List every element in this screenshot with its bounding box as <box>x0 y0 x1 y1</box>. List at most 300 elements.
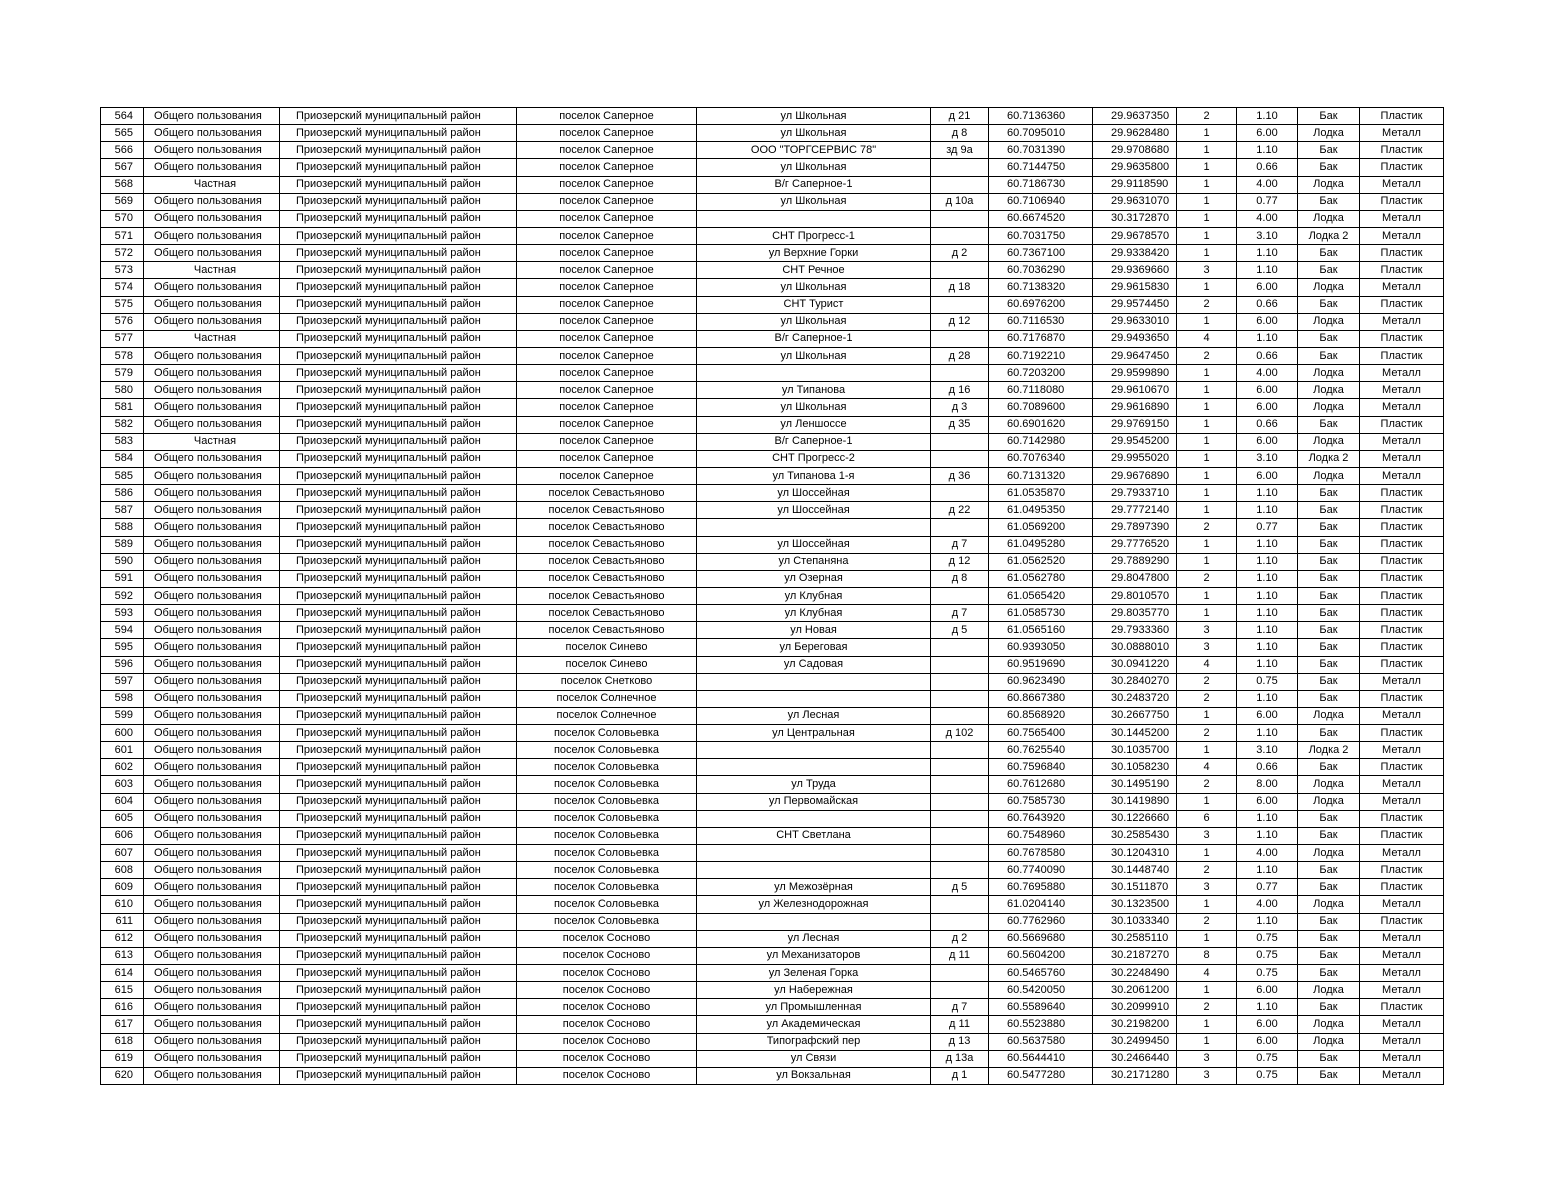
access-type-cell: Общего пользования <box>144 382 280 399</box>
longitude-cell: 29.8035770 <box>1093 605 1177 622</box>
volume-cell: 0.75 <box>1237 930 1298 947</box>
settlement-cell: поселок Соловьевка <box>517 742 697 759</box>
access-type-cell: Общего пользования <box>144 810 280 827</box>
row-number-cell: 588 <box>101 519 144 536</box>
row-number-cell: 604 <box>101 793 144 810</box>
container-count-cell: 1 <box>1177 742 1237 759</box>
house-cell <box>931 433 989 450</box>
street-cell: ул Шоссейная <box>697 485 931 502</box>
table-row <box>101 913 1444 930</box>
volume-cell: 0.77 <box>1237 193 1298 210</box>
settlement-cell: поселок Саперное <box>517 262 697 279</box>
access-type-cell: Общего пользования <box>144 879 280 896</box>
material-cell: Металл <box>1360 382 1444 399</box>
district-cell: Приозерский муниципальный район <box>280 605 517 622</box>
volume-cell: 1.10 <box>1237 810 1298 827</box>
latitude-cell: 61.0585730 <box>989 605 1093 622</box>
material-cell: Металл <box>1360 450 1444 467</box>
material-cell: Пластик <box>1360 296 1444 313</box>
latitude-cell: 60.7695880 <box>989 879 1093 896</box>
district-cell: Приозерский муниципальный район <box>280 125 517 142</box>
house-cell <box>931 365 989 382</box>
latitude-cell: 60.7106940 <box>989 193 1093 210</box>
settlement-cell: поселок Саперное <box>517 159 697 176</box>
district-cell: Приозерский муниципальный район <box>280 982 517 999</box>
access-type-cell: Общего пользования <box>144 467 280 484</box>
container-count-cell: 2 <box>1177 673 1237 690</box>
access-type-cell: Общего пользования <box>144 416 280 433</box>
longitude-cell: 29.9628480 <box>1093 125 1177 142</box>
table-row <box>101 827 1444 844</box>
material-cell: Металл <box>1360 776 1444 793</box>
container-type-cell: Бак <box>1298 519 1360 536</box>
street-cell <box>697 845 931 862</box>
access-type-cell: Общего пользования <box>144 707 280 724</box>
volume-cell: 6.00 <box>1237 793 1298 810</box>
settlement-cell: поселок Соловьевка <box>517 862 697 879</box>
material-cell: Металл <box>1360 982 1444 999</box>
house-cell <box>931 759 989 776</box>
container-count-cell: 1 <box>1177 845 1237 862</box>
container-type-cell: Бак <box>1298 999 1360 1016</box>
table-row <box>101 673 1444 690</box>
street-cell: ул Типанова <box>697 382 931 399</box>
material-cell: Пластик <box>1360 330 1444 347</box>
street-cell: ул Новая <box>697 622 931 639</box>
container-type-cell: Бак <box>1298 673 1360 690</box>
access-type-cell: Общего пользования <box>144 570 280 587</box>
volume-cell: 6.00 <box>1237 1016 1298 1033</box>
row-number-cell: 591 <box>101 570 144 587</box>
material-cell: Пластик <box>1360 159 1444 176</box>
street-cell: ул Зеленая Горка <box>697 965 931 982</box>
material-cell: Металл <box>1360 965 1444 982</box>
material-cell: Металл <box>1360 673 1444 690</box>
house-cell: д 18 <box>931 279 989 296</box>
table-row <box>101 142 1444 159</box>
longitude-cell: 30.1445200 <box>1093 725 1177 742</box>
row-number-cell: 581 <box>101 399 144 416</box>
material-cell: Металл <box>1360 313 1444 330</box>
district-cell: Приозерский муниципальный район <box>280 930 517 947</box>
district-cell: Приозерский муниципальный район <box>280 896 517 913</box>
container-count-cell: 2 <box>1177 347 1237 364</box>
row-number-cell: 569 <box>101 193 144 210</box>
access-type-cell: Общего пользования <box>144 227 280 244</box>
longitude-cell: 29.9955020 <box>1093 450 1177 467</box>
house-cell <box>931 673 989 690</box>
settlement-cell: поселок Сосново <box>517 999 697 1016</box>
access-type-cell: Общего пользования <box>144 639 280 656</box>
settlement-cell: поселок Саперное <box>517 296 697 313</box>
container-type-cell: Лодка <box>1298 896 1360 913</box>
volume-cell: 6.00 <box>1237 279 1298 296</box>
table-row <box>101 879 1444 896</box>
container-type-cell: Бак <box>1298 827 1360 844</box>
container-count-cell: 3 <box>1177 1067 1237 1084</box>
settlement-cell: поселок Соловьевка <box>517 827 697 844</box>
row-number-cell: 585 <box>101 467 144 484</box>
container-count-cell: 2 <box>1177 862 1237 879</box>
table-row <box>101 896 1444 913</box>
street-cell: ул Типанова 1-я <box>697 467 931 484</box>
table-row <box>101 502 1444 519</box>
district-cell: Приозерский муниципальный район <box>280 1067 517 1084</box>
material-cell: Пластик <box>1360 879 1444 896</box>
latitude-cell: 60.7116530 <box>989 313 1093 330</box>
settlement-cell: поселок Соловьевка <box>517 913 697 930</box>
district-cell: Приозерский муниципальный район <box>280 159 517 176</box>
container-type-cell: Лодка <box>1298 1033 1360 1050</box>
district-cell: Приозерский муниципальный район <box>280 279 517 296</box>
district-cell: Приозерский муниципальный район <box>280 1050 517 1067</box>
container-count-cell: 1 <box>1177 605 1237 622</box>
settlement-cell: поселок Саперное <box>517 313 697 330</box>
volume-cell: 1.10 <box>1237 485 1298 502</box>
table-row <box>101 605 1444 622</box>
district-cell: Приозерский муниципальный район <box>280 262 517 279</box>
access-type-cell: Общего пользования <box>144 999 280 1016</box>
table-row <box>101 347 1444 364</box>
row-number-cell: 601 <box>101 742 144 759</box>
longitude-cell: 30.1448740 <box>1093 862 1177 879</box>
material-cell: Пластик <box>1360 245 1444 262</box>
container-type-cell: Лодка <box>1298 707 1360 724</box>
longitude-cell: 30.2187270 <box>1093 947 1177 964</box>
container-count-cell: 1 <box>1177 536 1237 553</box>
street-cell <box>697 759 931 776</box>
access-type-cell: Общего пользования <box>144 742 280 759</box>
settlement-cell: поселок Соловьевка <box>517 759 697 776</box>
material-cell: Металл <box>1360 467 1444 484</box>
latitude-cell: 60.7548960 <box>989 827 1093 844</box>
table-row <box>101 965 1444 982</box>
volume-cell: 0.75 <box>1237 673 1298 690</box>
row-number-cell: 608 <box>101 862 144 879</box>
settlement-cell: поселок Соловьевка <box>517 879 697 896</box>
container-type-cell: Бак <box>1298 347 1360 364</box>
volume-cell: 1.10 <box>1237 536 1298 553</box>
house-cell: д 22 <box>931 502 989 519</box>
access-type-cell: Общего пользования <box>144 519 280 536</box>
district-cell: Приозерский муниципальный район <box>280 467 517 484</box>
access-type-cell: Общего пользования <box>144 793 280 810</box>
latitude-cell: 60.7142980 <box>989 433 1093 450</box>
latitude-cell: 60.7095010 <box>989 125 1093 142</box>
street-cell <box>697 862 931 879</box>
access-type-cell: Общего пользования <box>144 913 280 930</box>
row-number-cell: 618 <box>101 1033 144 1050</box>
latitude-cell: 61.0565160 <box>989 622 1093 639</box>
container-count-cell: 3 <box>1177 262 1237 279</box>
volume-cell: 3.10 <box>1237 450 1298 467</box>
settlement-cell: поселок Саперное <box>517 347 697 364</box>
latitude-cell: 60.8568920 <box>989 707 1093 724</box>
house-cell <box>931 913 989 930</box>
container-count-cell: 1 <box>1177 399 1237 416</box>
volume-cell: 0.77 <box>1237 519 1298 536</box>
house-cell: д 12 <box>931 553 989 570</box>
row-number-cell: 590 <box>101 553 144 570</box>
table-row <box>101 930 1444 947</box>
house-cell: д 16 <box>931 382 989 399</box>
longitude-cell: 29.8047800 <box>1093 570 1177 587</box>
settlement-cell: поселок Севастьяново <box>517 485 697 502</box>
house-cell <box>931 707 989 724</box>
container-type-cell: Лодка 2 <box>1298 450 1360 467</box>
material-cell: Металл <box>1360 227 1444 244</box>
container-count-cell: 2 <box>1177 690 1237 707</box>
longitude-cell: 30.1204310 <box>1093 845 1177 862</box>
district-cell: Приозерский муниципальный район <box>280 450 517 467</box>
settlement-cell: поселок Сосново <box>517 947 697 964</box>
district-cell: Приозерский муниципальный район <box>280 776 517 793</box>
access-type-cell: Общего пользования <box>144 982 280 999</box>
street-cell: ул Школьная <box>697 279 931 296</box>
container-type-cell: Лодка <box>1298 1016 1360 1033</box>
volume-cell: 1.10 <box>1237 690 1298 707</box>
volume-cell: 1.10 <box>1237 999 1298 1016</box>
material-cell: Металл <box>1360 1033 1444 1050</box>
house-cell: д 2 <box>931 245 989 262</box>
container-count-cell: 4 <box>1177 656 1237 673</box>
district-cell: Приозерский муниципальный район <box>280 519 517 536</box>
latitude-cell: 60.7367100 <box>989 245 1093 262</box>
street-cell: ул Железнодорожная <box>697 896 931 913</box>
volume-cell: 1.10 <box>1237 622 1298 639</box>
access-type-cell: Общего пользования <box>144 759 280 776</box>
latitude-cell: 60.7031390 <box>989 142 1093 159</box>
district-cell: Приозерский муниципальный район <box>280 365 517 382</box>
settlement-cell: поселок Саперное <box>517 142 697 159</box>
container-type-cell: Лодка <box>1298 433 1360 450</box>
district-cell: Приозерский муниципальный район <box>280 845 517 862</box>
container-type-cell: Лодка <box>1298 279 1360 296</box>
material-cell: Пластик <box>1360 347 1444 364</box>
volume-cell: 1.10 <box>1237 725 1298 742</box>
container-count-cell: 1 <box>1177 930 1237 947</box>
material-cell: Пластик <box>1360 416 1444 433</box>
latitude-cell: 60.7089600 <box>989 399 1093 416</box>
house-cell <box>931 793 989 810</box>
material-cell: Металл <box>1360 1067 1444 1084</box>
district-cell: Приозерский муниципальный район <box>280 1033 517 1050</box>
material-cell: Металл <box>1360 896 1444 913</box>
container-count-cell: 1 <box>1177 227 1237 244</box>
row-number-cell: 593 <box>101 605 144 622</box>
street-cell <box>697 210 931 227</box>
latitude-cell: 60.7625540 <box>989 742 1093 759</box>
material-cell: Металл <box>1360 707 1444 724</box>
longitude-cell: 30.2585110 <box>1093 930 1177 947</box>
material-cell: Металл <box>1360 176 1444 193</box>
district-cell: Приозерский муниципальный район <box>280 433 517 450</box>
district-cell: Приозерский муниципальный район <box>280 210 517 227</box>
material-cell: Пластик <box>1360 656 1444 673</box>
district-cell: Приозерский муниципальный район <box>280 690 517 707</box>
material-cell: Пластик <box>1360 827 1444 844</box>
district-cell: Приозерский муниципальный район <box>280 793 517 810</box>
district-cell: Приозерский муниципальный район <box>280 862 517 879</box>
street-cell: В/г Саперное-1 <box>697 176 931 193</box>
row-number-cell: 611 <box>101 913 144 930</box>
longitude-cell: 29.9631070 <box>1093 193 1177 210</box>
settlement-cell: поселок Саперное <box>517 108 697 125</box>
settlement-cell: поселок Саперное <box>517 279 697 296</box>
district-cell: Приозерский муниципальный район <box>280 142 517 159</box>
table-row <box>101 587 1444 604</box>
table-row <box>101 125 1444 142</box>
container-type-cell: Бак <box>1298 142 1360 159</box>
district-cell: Приозерский муниципальный район <box>280 502 517 519</box>
table-row <box>101 622 1444 639</box>
material-cell: Пластик <box>1360 810 1444 827</box>
longitude-cell: 30.1226660 <box>1093 810 1177 827</box>
volume-cell: 1.10 <box>1237 502 1298 519</box>
material-cell: Пластик <box>1360 519 1444 536</box>
longitude-cell: 29.9118590 <box>1093 176 1177 193</box>
container-type-cell: Бак <box>1298 587 1360 604</box>
longitude-cell: 30.1511870 <box>1093 879 1177 896</box>
row-number-cell: 600 <box>101 725 144 742</box>
access-type-cell: Общего пользования <box>144 1033 280 1050</box>
material-cell: Пластик <box>1360 605 1444 622</box>
container-count-cell: 2 <box>1177 913 1237 930</box>
row-number-cell: 594 <box>101 622 144 639</box>
settlement-cell: поселок Саперное <box>517 176 697 193</box>
settlement-cell: поселок Синево <box>517 656 697 673</box>
material-cell: Металл <box>1360 947 1444 964</box>
house-cell: д 102 <box>931 725 989 742</box>
container-type-cell: Лодка <box>1298 210 1360 227</box>
longitude-cell: 29.7776520 <box>1093 536 1177 553</box>
longitude-cell: 30.2585430 <box>1093 827 1177 844</box>
table-row <box>101 279 1444 296</box>
access-type-cell: Общего пользования <box>144 485 280 502</box>
material-cell: Пластик <box>1360 193 1444 210</box>
district-cell: Приозерский муниципальный район <box>280 570 517 587</box>
volume-cell: 6.00 <box>1237 982 1298 999</box>
street-cell: ул Шоссейная <box>697 536 931 553</box>
settlement-cell: поселок Сосново <box>517 1050 697 1067</box>
table-row <box>101 776 1444 793</box>
district-cell: Приозерский муниципальный район <box>280 399 517 416</box>
latitude-cell: 61.0562780 <box>989 570 1093 587</box>
table-row <box>101 656 1444 673</box>
settlement-cell: поселок Саперное <box>517 245 697 262</box>
district-cell: Приозерский муниципальный район <box>280 108 517 125</box>
container-count-cell: 1 <box>1177 193 1237 210</box>
row-number-cell: 610 <box>101 896 144 913</box>
table-row <box>101 845 1444 862</box>
street-cell: ул Садовая <box>697 656 931 673</box>
access-type-cell: Общего пользования <box>144 296 280 313</box>
latitude-cell: 60.5523880 <box>989 1016 1093 1033</box>
container-count-cell: 1 <box>1177 142 1237 159</box>
access-type-cell: Общего пользования <box>144 690 280 707</box>
district-cell: Приозерский муниципальный район <box>280 245 517 262</box>
access-type-cell: Частная <box>144 433 280 450</box>
container-count-cell: 2 <box>1177 296 1237 313</box>
district-cell: Приозерский муниципальный район <box>280 176 517 193</box>
longitude-cell: 29.9615830 <box>1093 279 1177 296</box>
latitude-cell: 60.7131320 <box>989 467 1093 484</box>
volume-cell: 0.66 <box>1237 159 1298 176</box>
row-number-cell: 582 <box>101 416 144 433</box>
row-number-cell: 606 <box>101 827 144 844</box>
street-cell: ул Школьная <box>697 125 931 142</box>
street-cell: СНТ Светлана <box>697 827 931 844</box>
latitude-cell: 60.5420050 <box>989 982 1093 999</box>
volume-cell: 1.10 <box>1237 330 1298 347</box>
container-type-cell: Бак <box>1298 159 1360 176</box>
house-cell <box>931 210 989 227</box>
settlement-cell: поселок Саперное <box>517 399 697 416</box>
container-count-cell: 4 <box>1177 759 1237 776</box>
longitude-cell: 29.7772140 <box>1093 502 1177 519</box>
material-cell: Металл <box>1360 1016 1444 1033</box>
container-type-cell: Бак <box>1298 639 1360 656</box>
container-count-cell: 1 <box>1177 433 1237 450</box>
settlement-cell: поселок Севастьяново <box>517 570 697 587</box>
settlement-cell: поселок Соловьевка <box>517 776 697 793</box>
material-cell: Металл <box>1360 930 1444 947</box>
latitude-cell: 60.5604200 <box>989 947 1093 964</box>
house-cell: д 2 <box>931 930 989 947</box>
latitude-cell: 61.0535870 <box>989 485 1093 502</box>
container-count-cell: 1 <box>1177 365 1237 382</box>
table-row <box>101 793 1444 810</box>
longitude-cell: 29.7933710 <box>1093 485 1177 502</box>
settlement-cell: поселок Соловьевка <box>517 896 697 913</box>
street-cell <box>697 810 931 827</box>
house-cell <box>931 296 989 313</box>
material-cell: Металл <box>1360 125 1444 142</box>
access-type-cell: Общего пользования <box>144 210 280 227</box>
street-cell: ул Шоссейная <box>697 502 931 519</box>
volume-cell: 1.10 <box>1237 108 1298 125</box>
container-type-cell: Лодка <box>1298 313 1360 330</box>
access-type-cell: Общего пользования <box>144 365 280 382</box>
container-count-cell: 1 <box>1177 707 1237 724</box>
container-type-cell: Бак <box>1298 725 1360 742</box>
house-cell <box>931 450 989 467</box>
street-cell: ул Академическая <box>697 1016 931 1033</box>
container-type-cell: Лодка <box>1298 125 1360 142</box>
district-cell: Приозерский муниципальный район <box>280 416 517 433</box>
district-cell: Приозерский муниципальный район <box>280 947 517 964</box>
container-count-cell: 3 <box>1177 1050 1237 1067</box>
material-cell: Пластик <box>1360 262 1444 279</box>
material-cell: Пластик <box>1360 485 1444 502</box>
street-cell <box>697 690 931 707</box>
row-number-cell: 616 <box>101 999 144 1016</box>
row-number-cell: 584 <box>101 450 144 467</box>
container-type-cell: Бак <box>1298 690 1360 707</box>
house-cell: д 13 <box>931 1033 989 1050</box>
settlement-cell: поселок Солнечное <box>517 707 697 724</box>
container-count-cell: 6 <box>1177 810 1237 827</box>
material-cell: Пластик <box>1360 142 1444 159</box>
access-type-cell: Общего пользования <box>144 605 280 622</box>
settlement-cell: поселок Сосново <box>517 1033 697 1050</box>
longitude-cell: 29.9676890 <box>1093 467 1177 484</box>
settlement-cell: поселок Сосново <box>517 965 697 982</box>
table-row <box>101 193 1444 210</box>
table-body <box>101 108 1444 1085</box>
row-number-cell: 568 <box>101 176 144 193</box>
row-number-cell: 574 <box>101 279 144 296</box>
